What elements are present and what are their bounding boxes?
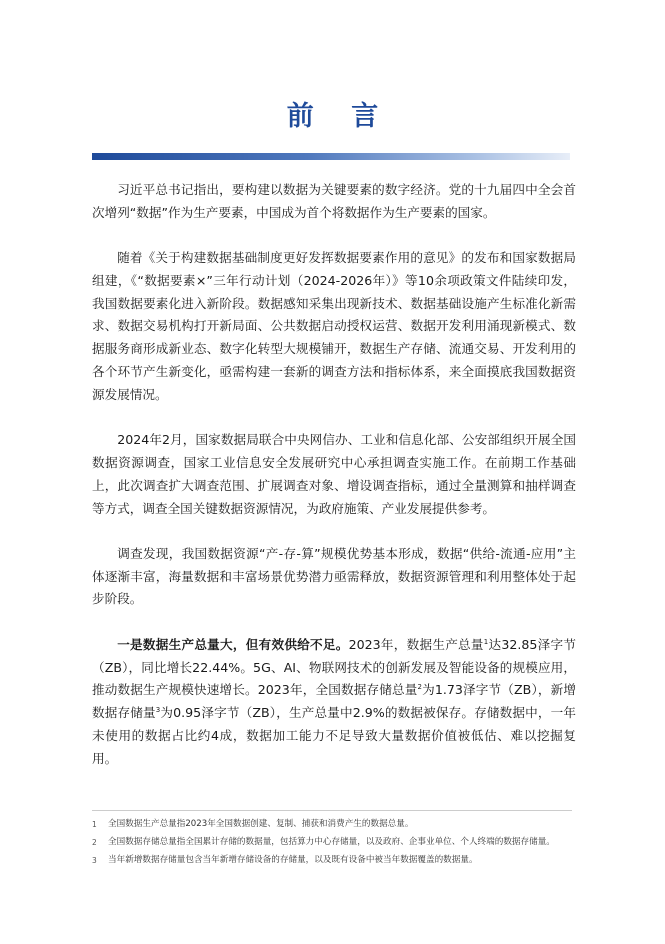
footnote-item (92, 836, 574, 849)
footnote-text: 全国数据生产总量指2023年全国数据创建、复制、捕获和消费产生的数据总量。 (108, 819, 414, 829)
paragraph-4: 调查发现，我国数据资源“产-存-算”规模优势基本形成，数据“供给-流通-应用”主体逐渐丰富，海量数据和丰富场景优势潜力亟需释放，数据资源管理和利用整体处于起步阶段。 (92, 545, 576, 607)
paragraph-3: 2024年2月，国家数据局联合中央网信办、工业和信息化部、公安部组织开展全国数据资源调查，国家工业信息安全发展研究中心承担调查实施工作。在前期工作基础上，此次调查扩大调查范围、扩展调查对象、增设调查指标，通过全量测算和抽样调查等方式，调查全国关键数据资源情况，为政府施策、产业发展提供参考。 (92, 432, 576, 516)
footnote-divider (92, 810, 572, 811)
footnote-text: 全国数据存储总量指全国累计存储的数据量，包括算力中心存储量，以及政府、企事业单位、个人终端的数据存储量。 (108, 837, 555, 847)
footnote-ref-3: 3 (155, 705, 161, 714)
footnotes (92, 818, 574, 872)
footnote-item (92, 854, 574, 867)
footnote-text: 当年新增数据存储量包含当年新增存储设备的存储量，以及既有设备中被当年数据覆盖的数据量。 (108, 855, 478, 865)
footnote-number: 3 (92, 856, 97, 865)
body-text (92, 179, 576, 771)
footnote-number: 2 (92, 838, 97, 847)
paragraph-5 (92, 634, 576, 771)
paragraph-2: 随着《关于构建数据基础制度更好发挥数据要素作用的意见》的发布和国家数据局组建，《“数据要素×”三年行动计划（2024-2026年）》等10余项政策文件陆续印发，我国数据要素化进入新阶段。数据感知采集出现新技术、数据基础设施产生标准化新需求、数据交易机构打开新局面、公共数据启动授权运营、数据开发利用涌现新模式、数据服务商形成新业态、数字化转型大规模铺开，数据生产存储、流通交易、开发利用的各个环节产生新变化，亟需构建一套新的调查方法和指标体系，来全面摸底我国数据资源发展情况。 (92, 250, 576, 402)
paragraph-5-text-d: 为0.95泽字节（ZB），生产总量中2.9%的数据被保存。存储数据中，一年未使用的数据占比约4成，数据加工能力不足导致大量数据价值被低估、难以挖掘复用。 (92, 705, 576, 766)
page-title: 前 言 (286, 101, 393, 132)
paragraph-5-text-c: 为1.73泽字节（ZB），新增数据存储量 (92, 682, 576, 721)
footnote-item (92, 818, 574, 831)
footnote-number: 1 (92, 820, 97, 829)
paragraph-5-lead: 一是数据生产总量大，但有效供给不足。 (117, 636, 349, 652)
footnote-ref-2: 2 (417, 683, 422, 692)
paragraph-5-text-b: 达32.85泽字节（ZB），同比增长22.44%。5G、AI、物联网技术的创新发展及智能设备的规模应用，推动数据生产规模快速增长。2023年，全国数据存储总量 (92, 636, 576, 698)
title-gradient-bar (92, 153, 570, 160)
paragraph-5-text-a: 2023年，数据生产总量 (348, 636, 484, 652)
footnote-ref-1: 1 (483, 637, 489, 646)
paragraph-1: 习近平总书记指出，要构建以数据为关键要素的数字经济。党的十九届四中全会首次增列“数据”作为生产要素，中国成为首个将数据作为生产要素的国家。 (92, 182, 576, 220)
